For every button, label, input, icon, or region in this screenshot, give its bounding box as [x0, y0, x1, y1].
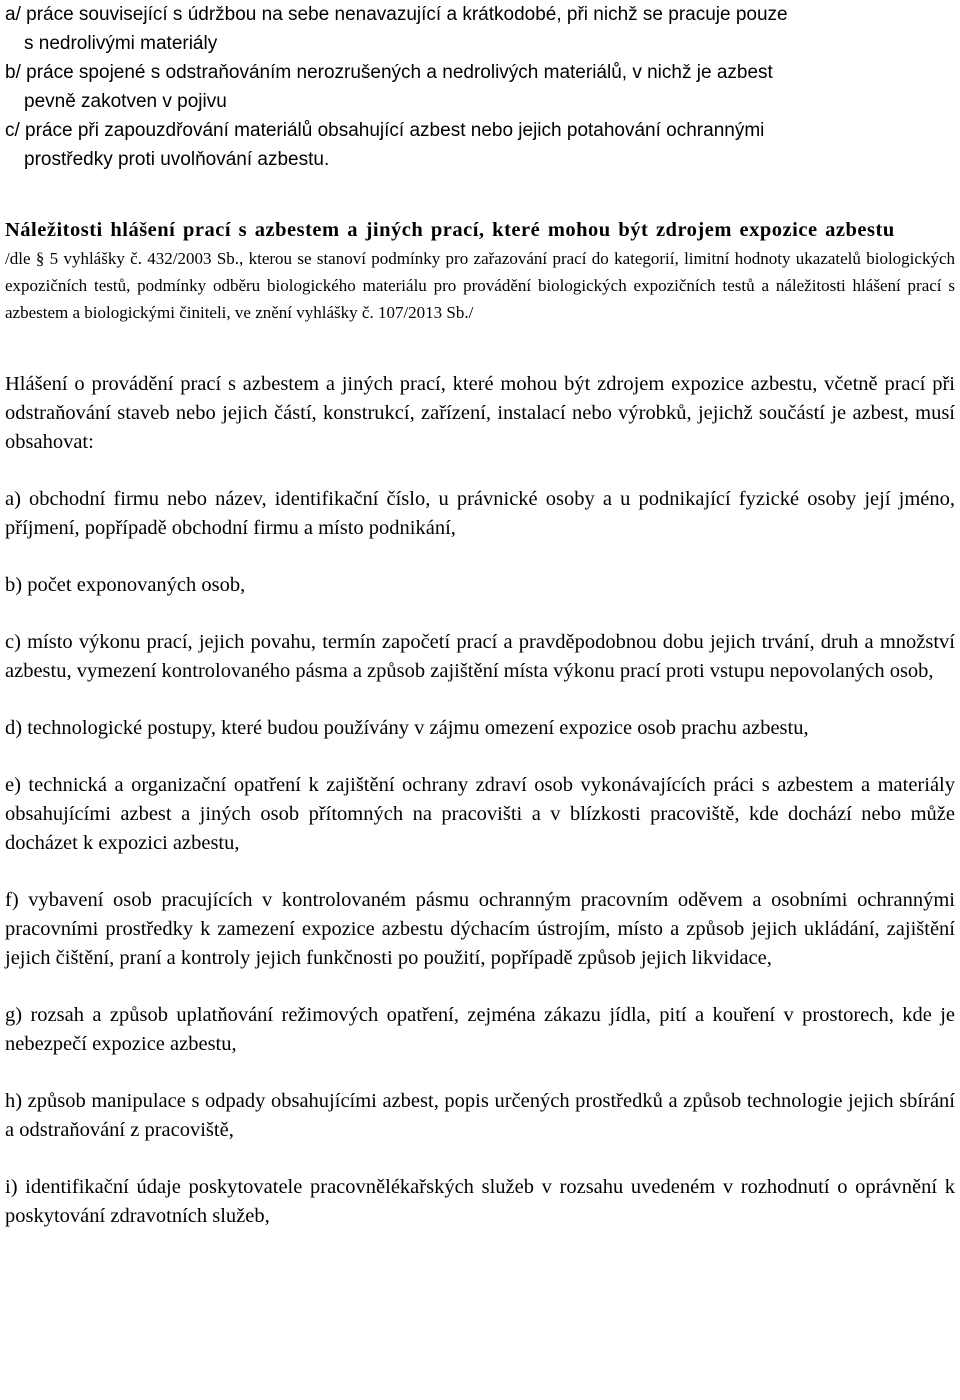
- requirement-item-f: f) vybavení osob pracujících v kontrolovaném pásmu ochranným pracovním oděvem a osobními ochrannými pracovními prostředky k zamezení expozice azbestu dýchacím ústrojím, místo a způsob jejich ukládání, zajištění jejich čištění, praní a kontroly jejich funkčnosti po použití, popřípadě způsob jejich likvidace,: [5, 889, 955, 969]
- requirement-item-e: e) technická a organizační opatření k zajištění ochrany zdraví osob vykonávajících práci s azbestem a materiály obsahujícími azbest a jiných osob přítomných na pracovišti a v blízkosti pracoviště, kde dochází nebo může docházet k expozici azbestu,: [5, 774, 955, 854]
- requirement-item-c: c) místo výkonu prací, jejich povahu, termín započetí prací a pravděpodobnou dobu jejich trvání, druh a množství azbestu, vymezení kontrolovaného pásma a způsob zajištění místa výkonu prací proti vstupu nepovolaných osob,: [5, 631, 955, 682]
- list-item-b: [5, 58, 955, 116]
- work-types-list: [5, 0, 955, 174]
- list-item-c: [5, 116, 955, 174]
- requirement-item-i: i) identifikační údaje poskytovatele pracovnělékařských služeb v rozsahu uvedeném v rozhodnutí o oprávnění k poskytování zdravotních služeb,: [5, 1176, 955, 1227]
- list-item-b-line2: pevně zakotven v pojivu: [24, 91, 227, 112]
- list-item-a-line1: a/ práce související s údržbou na sebe nenavazující a krátkodobé, při nichž se pracuje pouze: [5, 4, 788, 25]
- requirement-item-d: d) technologické postupy, které budou používány v zájmu omezení expozice osob prachu azbestu,: [5, 717, 809, 739]
- requirement-item-b: b) počet exponovaných osob,: [5, 574, 246, 596]
- list-item-a: [5, 0, 955, 58]
- requirement-item-a: a) obchodní firmu nebo název, identifikační číslo, u právnické osoby a u podnikající fyzické osoby její jméno, příjmení, popřípadě obchodní firmu a místo podnikání,: [5, 488, 955, 539]
- list-item-b-line1: b/ práce spojené s odstraňováním nerozrušených a nedrolivých materiálů, v nichž je azbest: [5, 62, 773, 83]
- list-item-c-line1: c/ práce při zapouzdřování materiálů obsahující azbest nebo jejich potahování ochrannými: [5, 120, 765, 141]
- requirement-item-g: g) rozsah a způsob uplatňování režimových opatření, zejména zákazu jídla, pití a kouření v prostorech, kde je nebezpečí expozice azbestu,: [5, 1004, 955, 1055]
- document-page: [5, 0, 955, 1231]
- intro-paragraph: Hlášení o provádění prací s azbestem a jiných prací, které mohou být zdrojem expozice azbestu, včetně prací při odstraňování staveb nebo jejich částí, konstrukcí, zařízení, instalací nebo výrobků, jejichž součástí je azbest, musí obsahovat:: [5, 373, 955, 453]
- list-item-a-line2: s nedrolivými materiály: [24, 33, 218, 54]
- requirement-item-h: h) způsob manipulace s odpady obsahujícími azbest, popis určených prostředků a způsob technologie jejich sbírání a odstraňování z pracoviště,: [5, 1090, 955, 1141]
- list-item-c-line2: prostředky proti uvolňování azbestu.: [24, 149, 330, 170]
- section-heading: Náležitosti hlášení prací s azbestem a jiných prací, které mohou být zdrojem expozice azbestu: [5, 219, 895, 241]
- legal-reference: /dle § 5 vyhlášky č. 432/2003 Sb., kterou se stanoví podmínky pro zařazování prací do kategorií, limitní hodnoty ukazatelů biologických expozičních testů, podmínky odběru biologického materiálu pro provádění biologických expozičních testů a náležitosti hlášení prací s azbestem a biologickými činiteli, ve znění vyhlášky č. 107/2013 Sb./: [5, 249, 955, 322]
